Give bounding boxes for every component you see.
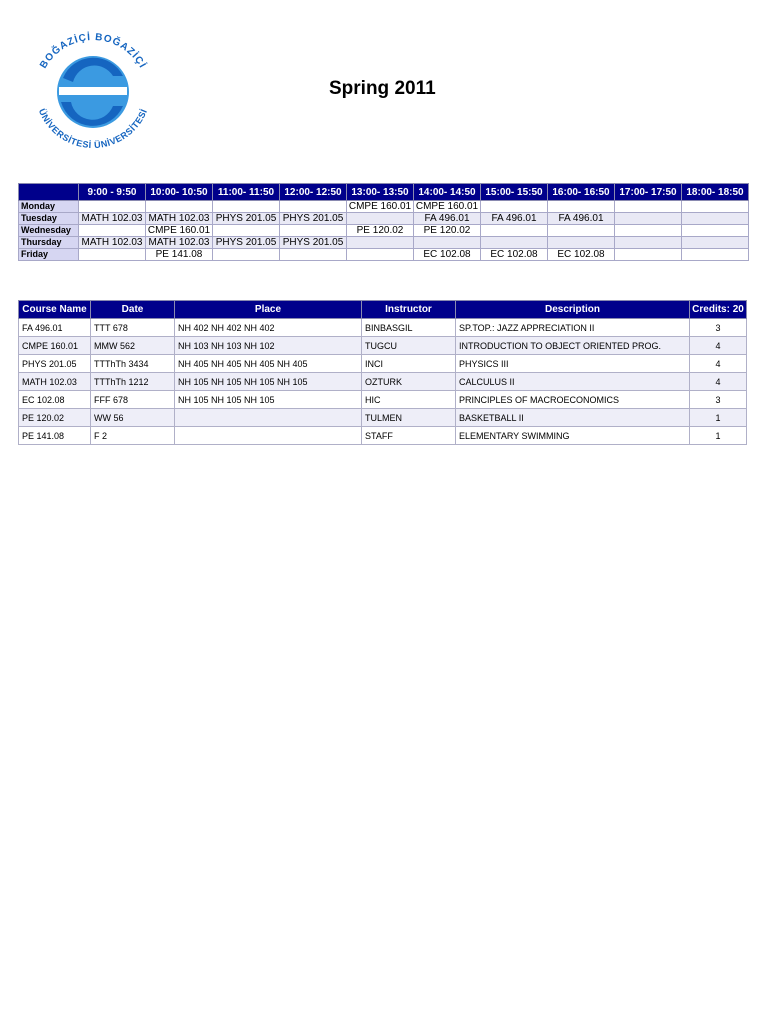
table-row bbox=[19, 427, 747, 445]
schedule-cell: MATH 102.03 bbox=[79, 237, 146, 249]
course-name-cell: PE 120.02 bbox=[19, 409, 91, 427]
column-header-instructor: Instructor bbox=[362, 301, 456, 319]
schedule-cell bbox=[481, 201, 548, 213]
schedule-cell: EC 102.08 bbox=[481, 249, 548, 261]
logo-text-bottom: ÜNİVERSİTESİ ÜNİVERSİTESİ bbox=[36, 107, 150, 151]
credits-cell: 3 bbox=[690, 319, 747, 337]
schedule-cell: MATH 102.03 bbox=[79, 213, 146, 225]
place-cell bbox=[175, 409, 362, 427]
schedule-cell bbox=[79, 249, 146, 261]
course-header-row bbox=[19, 301, 747, 319]
table-row bbox=[19, 373, 747, 391]
place-cell bbox=[175, 427, 362, 445]
column-header-description: Description bbox=[456, 301, 690, 319]
time-slot-header: 12:00- 12:50 bbox=[280, 184, 347, 201]
schedule-cell bbox=[682, 237, 749, 249]
day-label: Wednesday bbox=[19, 225, 79, 237]
description-cell: PHYSICS III bbox=[456, 355, 690, 373]
schedule-cell bbox=[615, 201, 682, 213]
instructor-cell: BINBASGIL bbox=[362, 319, 456, 337]
schedule-cell: PE 120.02 bbox=[414, 225, 481, 237]
schedule-cell bbox=[481, 237, 548, 249]
schedule-cell: CMPE 160.01 bbox=[347, 201, 414, 213]
column-header-course-name: Course Name bbox=[19, 301, 91, 319]
schedule-cell bbox=[414, 237, 481, 249]
credits-cell: 4 bbox=[690, 355, 747, 373]
schedule-cell bbox=[280, 201, 347, 213]
date-cell: TTThTh 3434 bbox=[91, 355, 175, 373]
schedule-cell: EC 102.08 bbox=[548, 249, 615, 261]
instructor-cell: STAFF bbox=[362, 427, 456, 445]
date-cell: WW 56 bbox=[91, 409, 175, 427]
schedule-cell bbox=[682, 213, 749, 225]
schedule-cell: PHYS 201.05 bbox=[280, 213, 347, 225]
schedule-cell bbox=[280, 225, 347, 237]
schedule-row-wednesday bbox=[19, 225, 749, 237]
time-slot-header: 17:00- 17:50 bbox=[615, 184, 682, 201]
schedule-cell bbox=[347, 249, 414, 261]
time-slot-header: 11:00- 11:50 bbox=[213, 184, 280, 201]
schedule-row-monday bbox=[19, 201, 749, 213]
date-cell: TTT 678 bbox=[91, 319, 175, 337]
place-cell: NH 103 NH 103 NH 102 bbox=[175, 337, 362, 355]
schedule-cell bbox=[682, 249, 749, 261]
schedule-cell: EC 102.08 bbox=[414, 249, 481, 261]
day-label: Friday bbox=[19, 249, 79, 261]
instructor-cell: TUGCU bbox=[362, 337, 456, 355]
day-label: Thursday bbox=[19, 237, 79, 249]
time-slot-header: 13:00- 13:50 bbox=[347, 184, 414, 201]
schedule-cell: PHYS 201.05 bbox=[213, 213, 280, 225]
schedule-cell bbox=[548, 201, 615, 213]
schedule-cell bbox=[280, 249, 347, 261]
day-label: Tuesday bbox=[19, 213, 79, 225]
schedule-cell: FA 496.01 bbox=[414, 213, 481, 225]
schedule-cell bbox=[682, 225, 749, 237]
schedule-cell bbox=[347, 213, 414, 225]
place-cell: NH 402 NH 402 NH 402 bbox=[175, 319, 362, 337]
university-logo bbox=[25, 26, 161, 156]
place-cell: NH 405 NH 405 NH 405 NH 405 bbox=[175, 355, 362, 373]
schedule-cell: PE 141.08 bbox=[146, 249, 213, 261]
schedule-cell: PHYS 201.05 bbox=[280, 237, 347, 249]
schedule-cell bbox=[615, 225, 682, 237]
schedule-cell: PHYS 201.05 bbox=[213, 237, 280, 249]
description-cell: SP.TOP.: JAZZ APPRECIATION II bbox=[456, 319, 690, 337]
description-cell: CALCULUS II bbox=[456, 373, 690, 391]
schedule-cell: FA 496.01 bbox=[481, 213, 548, 225]
schedule-row-thursday bbox=[19, 237, 749, 249]
table-row bbox=[19, 409, 747, 427]
schedule-cell: PE 120.02 bbox=[347, 225, 414, 237]
page-title: Spring 2011 bbox=[329, 78, 436, 99]
date-cell: TTThTh 1212 bbox=[91, 373, 175, 391]
schedule-cell bbox=[682, 201, 749, 213]
time-slot-header: 16:00- 16:50 bbox=[548, 184, 615, 201]
course-name-cell: EC 102.08 bbox=[19, 391, 91, 409]
credits-cell: 4 bbox=[690, 337, 747, 355]
place-cell: NH 105 NH 105 NH 105 NH 105 bbox=[175, 373, 362, 391]
column-header-place: Place bbox=[175, 301, 362, 319]
credits-cell: 1 bbox=[690, 409, 747, 427]
schedule-cell: MATH 102.03 bbox=[146, 213, 213, 225]
schedule-row-friday bbox=[19, 249, 749, 261]
table-row bbox=[19, 391, 747, 409]
table-row bbox=[19, 337, 747, 355]
schedule-header-row bbox=[19, 184, 749, 201]
instructor-cell: TULMEN bbox=[362, 409, 456, 427]
day-label: Monday bbox=[19, 201, 79, 213]
place-cell: NH 105 NH 105 NH 105 bbox=[175, 391, 362, 409]
date-cell: F 2 bbox=[91, 427, 175, 445]
time-slot-header: 9:00 - 9:50 bbox=[79, 184, 146, 201]
schedule-cell bbox=[615, 237, 682, 249]
credits-cell: 3 bbox=[690, 391, 747, 409]
schedule-cell bbox=[79, 225, 146, 237]
schedule-cell bbox=[347, 237, 414, 249]
weekly-schedule-table bbox=[18, 183, 749, 261]
description-cell: BASKETBALL II bbox=[456, 409, 690, 427]
table-row bbox=[19, 319, 747, 337]
schedule-cell bbox=[481, 225, 548, 237]
instructor-cell: OZTURK bbox=[362, 373, 456, 391]
course-name-cell: CMPE 160.01 bbox=[19, 337, 91, 355]
date-cell: MMW 562 bbox=[91, 337, 175, 355]
description-cell: ELEMENTARY SWIMMING bbox=[456, 427, 690, 445]
column-header-date: Date bbox=[91, 301, 175, 319]
course-name-cell: PE 141.08 bbox=[19, 427, 91, 445]
schedule-cell bbox=[213, 225, 280, 237]
description-cell: PRINCIPLES OF MACROECONOMICS bbox=[456, 391, 690, 409]
time-slot-header: 10:00- 10:50 bbox=[146, 184, 213, 201]
time-slot-header: 15:00- 15:50 bbox=[481, 184, 548, 201]
column-header-credits: Credits: 20 bbox=[690, 301, 747, 319]
course-list-table bbox=[18, 300, 747, 445]
course-name-cell: PHYS 201.05 bbox=[19, 355, 91, 373]
table-row bbox=[19, 355, 747, 373]
schedule-cell bbox=[615, 249, 682, 261]
schedule-cell: FA 496.01 bbox=[548, 213, 615, 225]
description-cell: INTRODUCTION TO OBJECT ORIENTED PROG. bbox=[456, 337, 690, 355]
schedule-cell bbox=[548, 225, 615, 237]
instructor-cell: INCI bbox=[362, 355, 456, 373]
course-name-cell: MATH 102.03 bbox=[19, 373, 91, 391]
schedule-cell bbox=[213, 201, 280, 213]
logo-text-top: BOĞAZİÇİ BOĞAZİÇİ bbox=[38, 31, 148, 71]
time-slot-header: 14:00- 14:50 bbox=[414, 184, 481, 201]
credits-cell: 1 bbox=[690, 427, 747, 445]
schedule-cell: MATH 102.03 bbox=[146, 237, 213, 249]
date-cell: FFF 678 bbox=[91, 391, 175, 409]
schedule-cell bbox=[548, 237, 615, 249]
credits-cell: 4 bbox=[690, 373, 747, 391]
schedule-row-tuesday bbox=[19, 213, 749, 225]
schedule-cell bbox=[615, 213, 682, 225]
schedule-cell bbox=[79, 201, 146, 213]
schedule-cell: CMPE 160.01 bbox=[146, 225, 213, 237]
course-name-cell: FA 496.01 bbox=[19, 319, 91, 337]
time-slot-header: 18:00- 18:50 bbox=[682, 184, 749, 201]
schedule-cell bbox=[213, 249, 280, 261]
schedule-cell: CMPE 160.01 bbox=[414, 201, 481, 213]
schedule-cell bbox=[146, 201, 213, 213]
instructor-cell: HIC bbox=[362, 391, 456, 409]
schedule-corner-cell bbox=[19, 184, 79, 201]
